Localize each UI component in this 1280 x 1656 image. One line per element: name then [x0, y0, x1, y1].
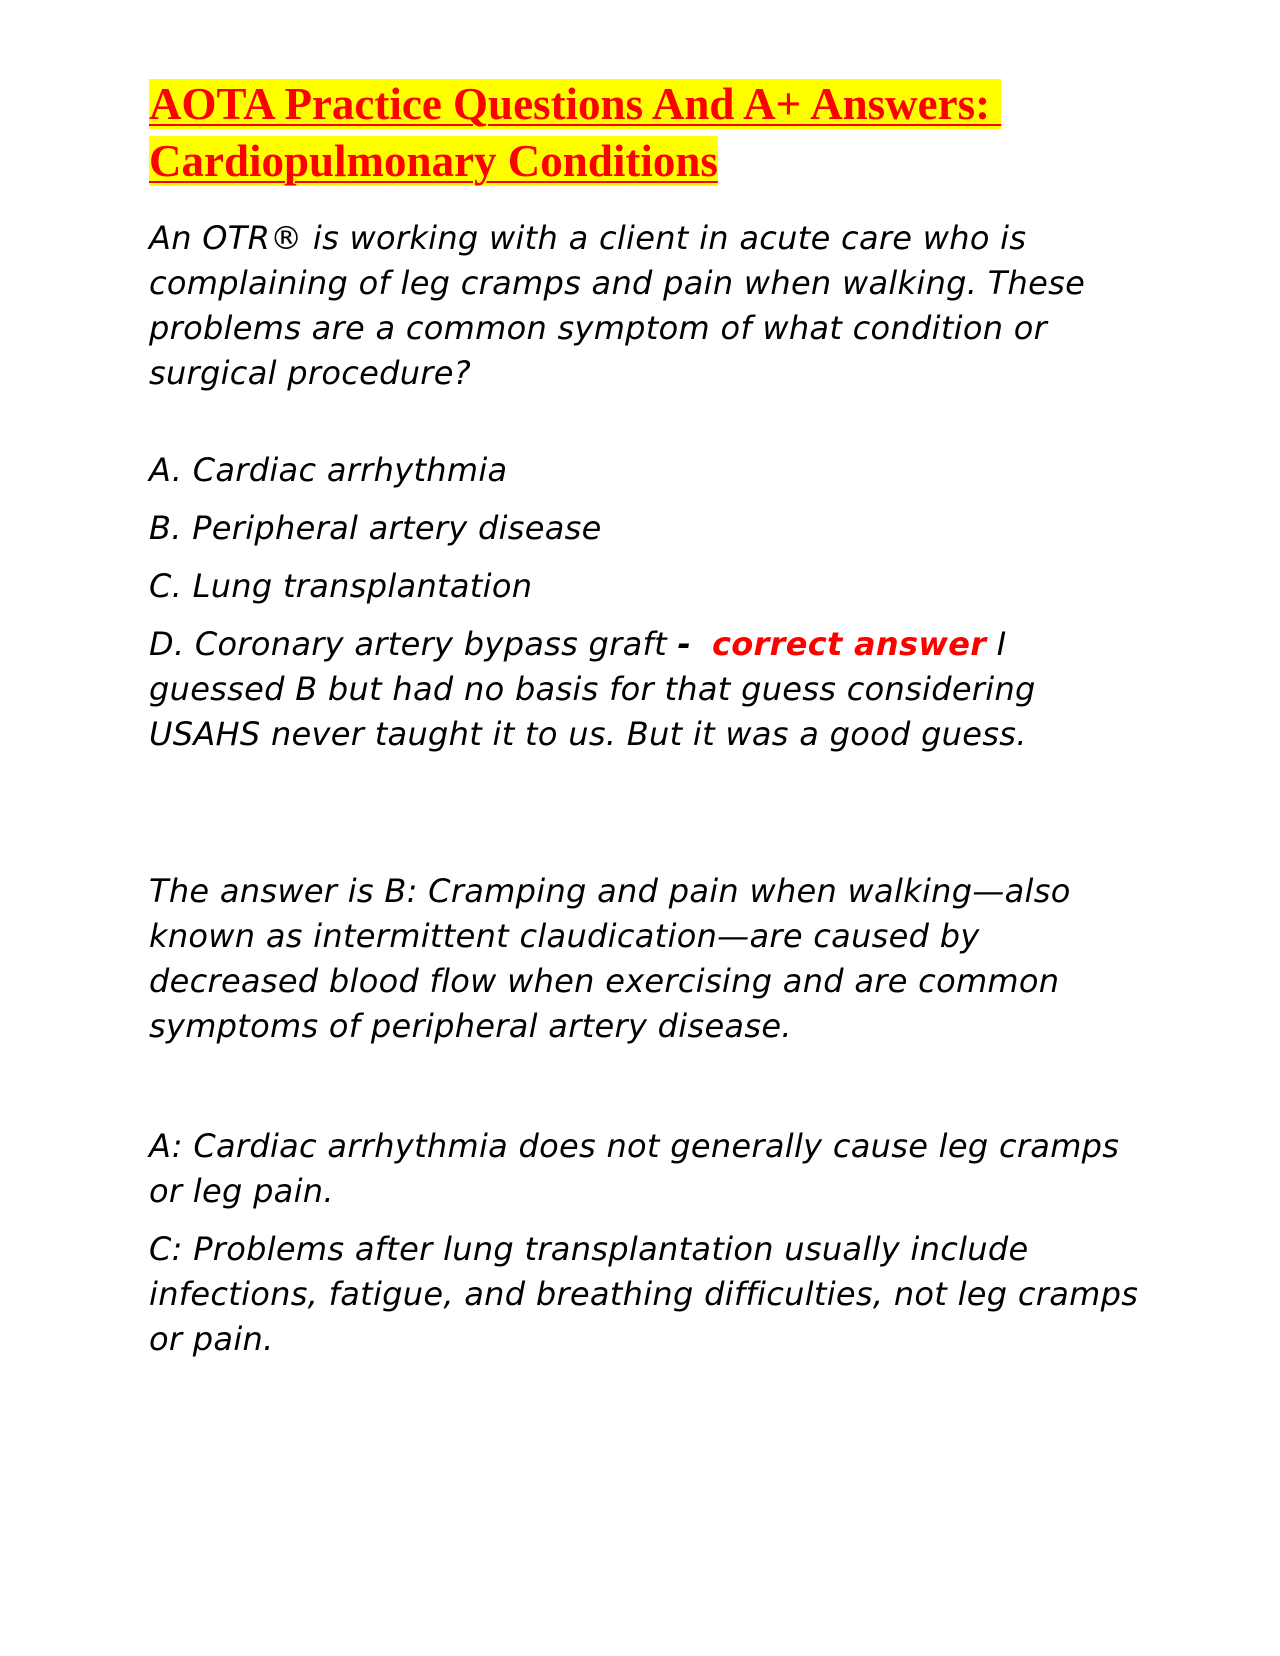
rationale-a: A: Cardiac arrhythmia does not generally cause leg cramps or leg pain.	[149, 1127, 1120, 1210]
document-title	[149, 76, 1149, 190]
title-line-1: AOTA Practice Questions And A+ Answers:	[149, 79, 1002, 129]
option-d-with-answer	[149, 622, 1139, 757]
title-line-2: Cardiopulmonary Conditions	[149, 136, 718, 186]
correct-answer-label: correct answer	[711, 625, 987, 663]
question-text: An OTR® is working with a client in acute care who is complaining of leg cramps and pain when walking. These problems are a common symptom of what condition or surgical procedure?	[149, 219, 1086, 392]
option-c: C. Lung transplantation	[149, 567, 533, 605]
option-d-label: D. Coronary artery bypass graft	[149, 625, 667, 663]
rationale-c: C: Problems after lung transplantation usually include infections, fatigue, and breathing difficulties, not leg cramps or pain.	[149, 1230, 1139, 1358]
option-a: A. Cardiac arrhythmia	[149, 451, 508, 489]
answer-note: I guessed B but had no basis for that guess considering USAHS never taught it to us. But it was a good guess.	[149, 625, 1036, 753]
option-b: B. Peripheral artery disease	[149, 509, 602, 547]
answer-dash: -	[677, 625, 692, 663]
explanation-text: The answer is B: Cramping and pain when walking—also known as intermittent claudication—are caused by decreased blood flow when exercising and are common symptoms of peripheral artery disease.	[149, 872, 1071, 1045]
